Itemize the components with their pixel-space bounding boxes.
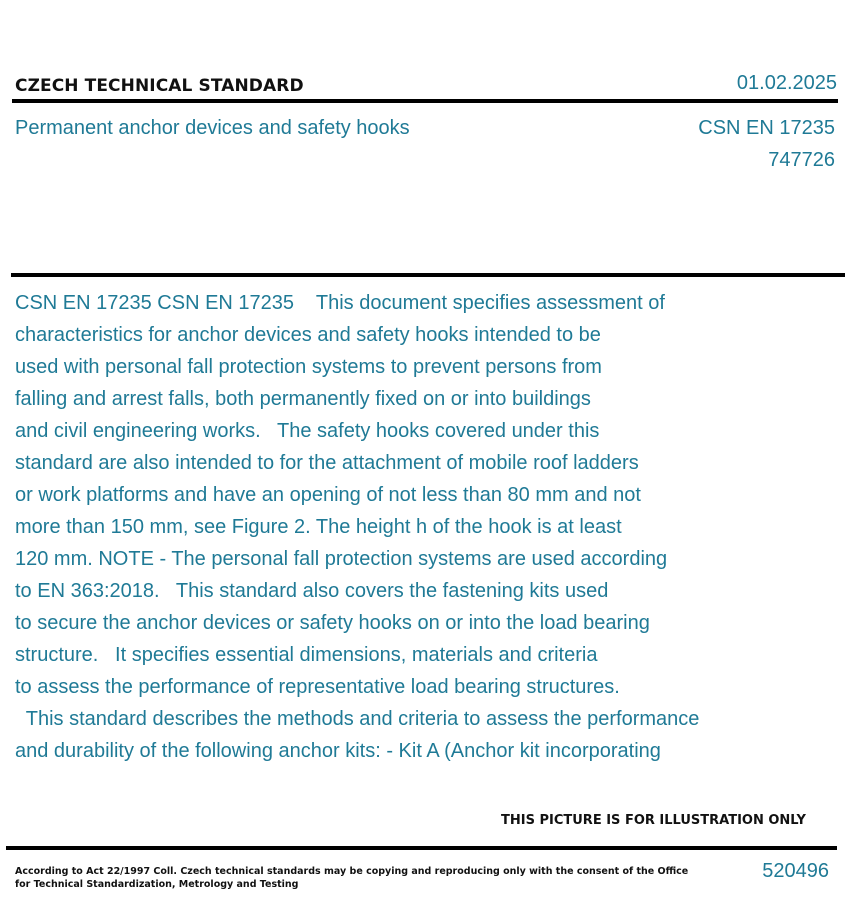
catalog-number: 747726 <box>768 149 835 171</box>
standard-code: CSN EN 17235 <box>698 117 835 139</box>
abstract-text: CSN EN 17235 CSN EN 17235 This document specifies assessment of characteristics for anchor devices and safety hooks intended to be used with personal fall protection systems to prevent persons from falling and arrest falls, both permanently fixed on or into buildings and civil engineering works. The safety hooks covered under this standard are also intended to for the attachment of mobile roof ladders or work platforms and have an opening of not less than 80 mm and not more than 150 mm, see Figure 2. The height h of the hook is at least 120 mm. NOTE - The personal fall protection systems are used according to EN 363:2018. This standard also covers the fastening kits used to secure the anchor devices or safety hooks on or into the load bearing structure. It specifies essential dimensions, materials and criteria to assess the performance of representative load bearing structures. This standard describes the methods and criteria to assess the performance and durability of the following anchor kits: - Kit A (Anchor kit incorporating <box>15 292 700 762</box>
section-divider <box>11 273 845 277</box>
illustration-disclaimer: THIS PICTURE IS FOR ILLUSTRATION ONLY <box>501 813 806 828</box>
document-subject: Permanent anchor devices and safety hooks <box>15 117 410 139</box>
standard-title: CZECH TECHNICAL STANDARD <box>15 76 304 96</box>
header-divider <box>12 99 838 103</box>
footer-divider <box>6 846 837 850</box>
legal-notice: According to Act 22/1997 Coll. Czech technical standards may be copying and reproducing only with the consent of the Office for Technical Standardization, Metrology and Testing <box>15 866 689 890</box>
publication-date: 01.02.2025 <box>736 72 837 94</box>
footer-document-id: 520496 <box>762 860 829 882</box>
